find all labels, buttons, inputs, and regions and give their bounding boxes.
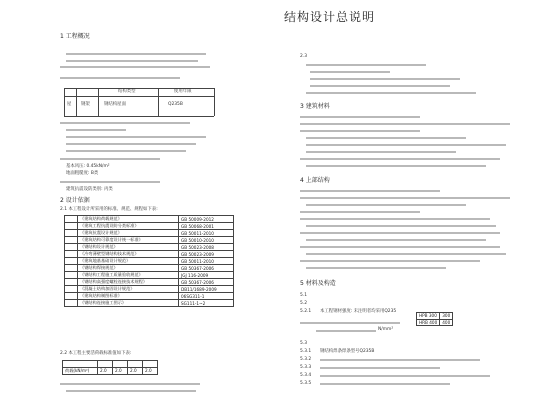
- table-cell: 钢结构屋面: [104, 102, 126, 107]
- text-line: [66, 390, 196, 392]
- norm-row: [65, 272, 234, 279]
- norm-name: 《钢结构高强度螺栓连接技术规程》: [78, 279, 179, 286]
- norm-code: GB 50011-2010: [179, 258, 234, 265]
- norm-row: [65, 258, 234, 265]
- norm-group: [65, 286, 78, 293]
- norm-group: [65, 258, 78, 265]
- table-header-years: 使用年限: [174, 89, 192, 94]
- norm-name: 《钢结构焊接规范》: [78, 265, 179, 272]
- text-line: [300, 116, 420, 118]
- section-4-heading: 4 上部结构: [300, 177, 330, 184]
- norm-name: 《建筑抗震设计规范》: [78, 230, 179, 237]
- section-5-3-5: 5.3.5: [300, 381, 312, 386]
- table-cell: 钢架: [81, 102, 90, 107]
- section-5-1: 5.1: [300, 293, 307, 298]
- strength-unit: N/mm²: [378, 327, 394, 332]
- section-1-heading: 1 工程概况: [60, 33, 90, 40]
- text-line: [306, 253, 506, 255]
- loads-value: 2.0: [143, 367, 158, 374]
- ground-roughness: 地面粗糙度: B类: [66, 171, 99, 176]
- text-line: [66, 53, 206, 55]
- text-line: [300, 218, 490, 220]
- text-line: [66, 129, 126, 131]
- norm-row: [65, 230, 234, 237]
- norm-row: [65, 216, 234, 223]
- norm-name: 《建筑工程抗震设防分类标准》: [78, 223, 179, 230]
- section-5-3-3: 5.3.3: [300, 365, 312, 370]
- text-line: [66, 136, 206, 138]
- rebar-value: 400: [440, 319, 453, 326]
- loads-value: 2.0: [113, 367, 128, 374]
- loads-value: 2.0: [128, 367, 143, 374]
- norm-code: GB 50367-2006: [179, 265, 234, 272]
- document-title: 结构设计总说明: [284, 10, 376, 24]
- norm-code: 06SG311-1: [179, 293, 234, 300]
- norm-row: [65, 279, 234, 286]
- section-5-heading: 5 材料及构造: [300, 280, 336, 287]
- rebar-value: 300: [440, 313, 453, 320]
- text-line: [316, 330, 376, 332]
- text-line: [300, 158, 500, 160]
- text-line: [60, 122, 190, 124]
- text-line: [306, 165, 486, 167]
- section-5-3-2: 5.3.2: [300, 357, 312, 362]
- section-5-3-1-text: 钢结构焊条焊条型号Q235B: [320, 349, 375, 354]
- text-line: [300, 246, 500, 248]
- norm-group: [65, 244, 78, 251]
- norm-row: [65, 265, 234, 272]
- text-line: [66, 143, 196, 145]
- section-2-2: 2.2 本工程主要活荷载标准值如下表:: [60, 351, 132, 356]
- text-line: [300, 190, 440, 192]
- section-5-2-1: 5.2.1: [300, 309, 312, 314]
- text-line: [300, 130, 420, 132]
- loads-blank: [98, 361, 113, 368]
- norm-group: [65, 216, 78, 223]
- norm-row: [65, 244, 234, 251]
- loads-header: 荷载(kN/m²): [63, 367, 98, 374]
- text-line: [310, 71, 390, 73]
- section-2-3: 2.3: [300, 54, 307, 59]
- norm-group: [65, 237, 78, 244]
- loads-blank: [143, 361, 158, 368]
- text-line: [300, 123, 510, 125]
- section-5-2-1-text: 本工程钢材强度: 未注明者均采用Q235: [320, 309, 397, 314]
- table-header-type: 结构类型: [118, 89, 136, 94]
- text-line: [66, 150, 186, 152]
- seismic-class: 建筑抗震设防类别: 丙类: [66, 187, 113, 192]
- norm-name: 《冷弯薄壁型钢结构技术规范》: [78, 251, 179, 258]
- norm-code: GB 50009-2012: [179, 216, 234, 223]
- norm-name: 《钢结构工程施工质量验收规范》: [78, 272, 179, 279]
- norm-row: [65, 286, 234, 293]
- text-line: [306, 92, 476, 94]
- norm-code: JGJ 116-2009: [179, 272, 234, 279]
- loads-blank: [128, 361, 143, 368]
- text-line: [300, 232, 500, 234]
- text-line: [306, 204, 466, 206]
- text-line: [306, 225, 496, 227]
- wind-pressure: 基本风压: 0.45kN/m²: [66, 164, 110, 169]
- norm-row: [65, 293, 234, 300]
- text-line: [306, 239, 486, 241]
- text-line: [310, 78, 460, 80]
- norm-group: [65, 300, 78, 307]
- text-line: [300, 322, 400, 324]
- norms-table: [64, 215, 234, 307]
- norm-row: [65, 223, 234, 230]
- norm-code: GB 50367-2006: [179, 279, 234, 286]
- text-line: [320, 367, 440, 369]
- section-5-2: 5.2: [300, 301, 307, 306]
- text-line: [300, 211, 420, 213]
- norm-group: [65, 265, 78, 272]
- section-3-heading: 3 建筑材料: [300, 103, 330, 110]
- text-line: [60, 383, 200, 385]
- norm-row: [65, 300, 234, 307]
- loads-blank: [63, 361, 98, 368]
- norm-group: [65, 230, 78, 237]
- norm-code: GB 50023-2009: [179, 251, 234, 258]
- norm-row: [65, 237, 234, 244]
- loads-value: 2.0: [98, 367, 113, 374]
- text-line: [60, 77, 180, 79]
- table-cell: 屋: [67, 102, 72, 107]
- norm-group: [65, 279, 78, 286]
- norm-row: [65, 251, 234, 258]
- norm-code: DB11/1689-2009: [179, 286, 234, 293]
- norm-name: 《混凝土结构加固设计规范》: [78, 286, 179, 293]
- norm-group: [65, 223, 78, 230]
- norm-code: SG111-1~2: [179, 300, 234, 307]
- norm-group: [65, 293, 78, 300]
- loads-table: [62, 360, 158, 375]
- text-line: [60, 158, 160, 160]
- norm-group: [65, 272, 78, 279]
- text-line: [300, 260, 480, 262]
- text-line: [306, 144, 506, 146]
- section-5-3-1: 5.3.1: [300, 349, 312, 354]
- section-5-3-4: 5.3.4: [300, 373, 312, 378]
- loads-blank: [113, 361, 128, 368]
- text-line: [60, 66, 210, 68]
- norm-name: 《钢结构连接施工图示》: [78, 300, 179, 307]
- text-line: [60, 181, 160, 183]
- norm-code: GB 50023-2008: [179, 244, 234, 251]
- text-line: [306, 137, 466, 139]
- text-line: [306, 151, 456, 153]
- text-line: [66, 60, 198, 62]
- norm-name: 《钢结构设计规范》: [78, 244, 179, 251]
- text-line: [306, 267, 446, 269]
- norm-code: GB 50010-2010: [179, 237, 234, 244]
- norm-code: GB 50011-2010: [179, 230, 234, 237]
- text-line: [320, 383, 450, 385]
- norm-group: [65, 251, 78, 258]
- rebar-grade: HRB 400: [417, 319, 440, 326]
- norm-code: GB 50068-2001: [179, 223, 234, 230]
- norm-name: 《建筑结构荷载规范》: [78, 216, 179, 223]
- text-line: [310, 85, 450, 87]
- rebar-table: [416, 312, 453, 326]
- section-5-3: 5.3: [300, 341, 307, 346]
- section-2-intro: 2.1 本工程设计所采用的标准、规范、规程如下表:: [60, 207, 158, 212]
- section-2-heading: 2 设计依据: [60, 197, 90, 204]
- norm-name: 《建筑结构可靠度设计统一标准》: [78, 237, 179, 244]
- text-line: [320, 359, 480, 361]
- table-cell: Q235B: [168, 102, 183, 107]
- text-line: [306, 64, 426, 66]
- norm-name: 《建筑地基基础设计规范》: [78, 258, 179, 265]
- text-line: [300, 197, 510, 199]
- rebar-grade: HPB 300: [417, 313, 440, 320]
- text-line: [320, 375, 490, 377]
- norm-name: 《建筑结构制图标准》: [78, 293, 179, 300]
